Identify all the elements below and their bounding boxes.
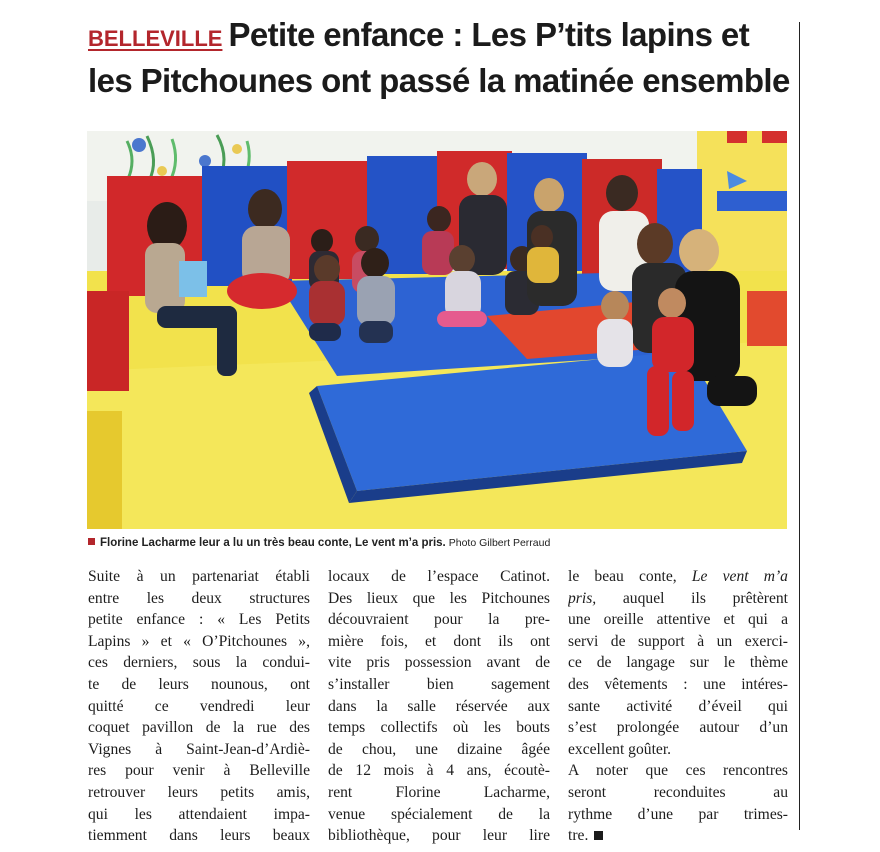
text-line: excellent goûter.	[568, 740, 672, 758]
text-line: ces derniers, sous la condui-	[88, 654, 310, 672]
story-title-end: pris,	[568, 589, 597, 607]
text-line: seront reconduites au	[568, 783, 788, 801]
body-column-3	[568, 566, 788, 847]
text-line	[568, 825, 788, 847]
text-line: Suite à un partenariat établi	[88, 568, 310, 585]
text-line: locaux de l’espace Catinot.	[328, 568, 550, 585]
text-line: quitté ce vendredi leur	[88, 697, 310, 715]
caption-square-icon	[88, 538, 95, 545]
kicker: BELLEVILLE	[88, 26, 223, 51]
text-line: bibliothèque, pour leur lire	[328, 827, 550, 845]
text-line: s’installer bien sagement	[328, 675, 550, 693]
text-line: res pour venir à Belleville	[88, 762, 310, 780]
text-line: vite pris possession avant de	[328, 654, 550, 672]
text-line	[568, 566, 788, 588]
text-fragment: auquel ils prêtèrent	[596, 589, 788, 607]
text-line: s’est prolongée autour d’un	[568, 719, 788, 737]
headline	[88, 14, 793, 102]
text-line: te de leurs nounous, ont	[88, 675, 310, 693]
photo-caption	[88, 535, 788, 551]
text-line: Lapins » et « O’Pitchounes »,	[88, 632, 310, 650]
text-line: tiemment dans leurs beaux	[88, 827, 310, 845]
text-line: retrouver leurs petits amis,	[88, 783, 310, 801]
body-column-1	[88, 566, 310, 847]
text-line: rythme d’une par trimes-	[568, 805, 788, 823]
text-line: temps collectifs où les bouts	[328, 719, 550, 737]
text-line: qui les attendaient impa-	[88, 805, 310, 823]
text-line: petite enfance : « Les Petits	[88, 611, 310, 629]
text-fragment: le beau conte,	[568, 568, 692, 585]
text-line: dans la salle réservée aux	[328, 697, 550, 715]
text-line	[568, 588, 788, 610]
text-line: Vignes à Saint-Jean-d’Ardiè-	[88, 740, 310, 758]
text-line: Des lieux que les Pitchounes	[328, 589, 550, 607]
text-line: rent Florine Lacharme,	[328, 783, 550, 801]
text-line: des vêtements : une intéres-	[568, 675, 788, 693]
headline-title: Petite enfance : Les P’tits lapins et les Pitchounes ont passé la matinée ensemble	[88, 16, 790, 99]
text-line: mière fois, et dont ils ont	[328, 632, 550, 650]
caption-lead: Florine Lacharme leur a lu un très beau conte, Le vent m’a pris.	[100, 537, 446, 549]
column-rule	[799, 22, 800, 830]
text-line: de 12 mois à 4 ans, écoutè-	[328, 762, 550, 780]
text-line: de chou, une dizaine âgée	[328, 740, 550, 758]
text-line: ce de langage sur le thème	[568, 654, 788, 672]
text-fragment: tre.	[568, 827, 589, 845]
text-line: coquet pavillon de la rue des	[88, 719, 310, 737]
text-line: servi de support à un exerci-	[568, 632, 788, 650]
end-of-article-icon	[594, 831, 603, 840]
text-line: venue spécialement de la	[328, 805, 550, 823]
body-column-2	[328, 566, 550, 847]
text-line: entre les deux structures	[88, 589, 310, 607]
text-line: A noter que ces rencontres	[568, 762, 788, 780]
text-line: sante activité d’éveil qui	[568, 697, 788, 715]
story-title: Le vent m’a	[691, 568, 788, 585]
text-line: une oreille attentive et qui a	[568, 611, 788, 629]
article-photo	[87, 131, 787, 529]
text-line: découvraient pour la pre-	[328, 611, 550, 629]
photo-credit: Photo Gilbert Perraud	[448, 537, 551, 549]
